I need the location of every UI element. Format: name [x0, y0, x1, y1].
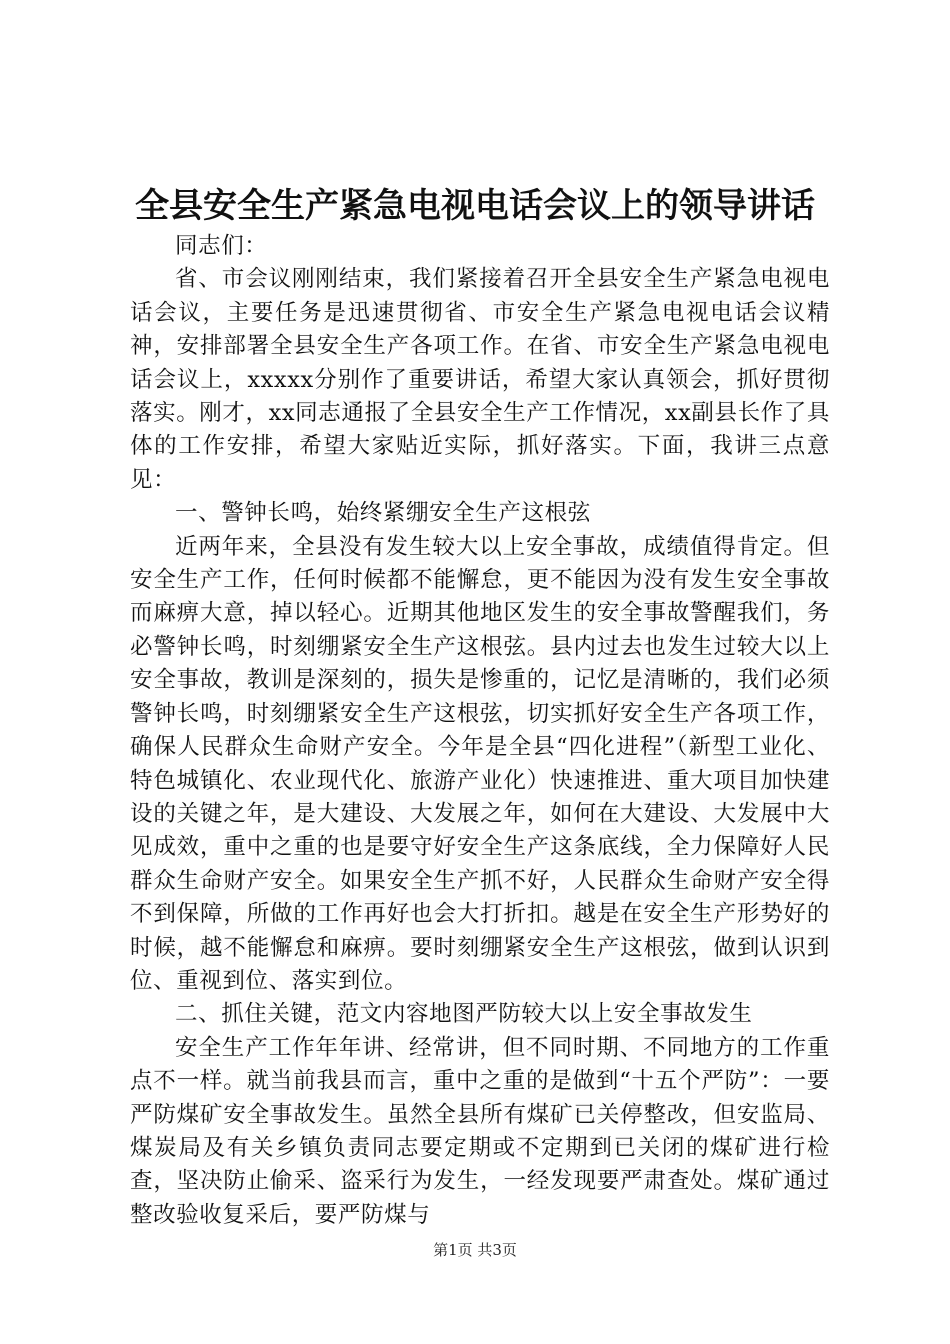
section-heading-1: 一、警钟长鸣，始终紧绷安全生产这根弦 [175, 500, 591, 527]
page-footer: 第1页 共3页 [433, 1241, 517, 1259]
salutation: 同志们： [175, 233, 268, 259]
document-title: 全县安全生产紧急电视电话会议上的领导讲话 [135, 186, 815, 226]
section-heading-2: 二、抓住关键，范文内容地图严防较大以上安全事故发生 [175, 1001, 753, 1028]
section-2-paragraph: 安全生产工作年年讲、经常讲，但不同时期、不同地方的工作重点不一样。就当前我县而言，重中之重的是做到“十五个严防”：一要严防煤矿安全事故发生。虽然全县所有煤矿已关停整改，但安监局、煤炭局及有关乡镇负责同志要定期或不定期到已关闭的煤矿进行检查，坚决防止偷采、盗采行为发生，一经发现要严肃查处。煤矿通过整改验收复采后，要严防煤与 [130, 1034, 830, 1228]
section-1-paragraph: 近两年来，全县没有发生较大以上安全事故，成绩值得肯定。但安全生产工作，任何时候都不能懈怠，更不能因为没有发生安全事故而麻痹大意，掉以轻心。近期其他地区发生的安全事故警醒我们，务必警钟长鸣，时刻绷紧安全生产这根弦。县内过去也发生过较大以上安全事故，教训是深刻的，损失是惨重的，记忆是清晰的，我们必须警钟长鸣，时刻绷紧安全生产这根弦，切实抓好安全生产各项工作，确保人民群众生命财产安全。今年是全县“四化进程”（新型工业化、特色城镇化、农业现代化、旅游产业化）快速推进、重大项目加快建设的关键之年，是大建设、大发展之年，如何在大建设、大发展中大见成效，重中之重的也是要守好安全生产这条底线，全力保障好人民群众生命财产安全。如果安全生产抓不好，人民群众生命财产安全得不到保障，所做的工作再好也会大打折扣。越是在安全生产形势好的时候，越不能懈怠和麻痹。要时刻绷紧安全生产这根弦，做到认识到位、重视到位、落实到位。 [130, 533, 830, 994]
document-body [130, 230, 830, 1232]
intro-paragraph: 省、市会议刚刚结束，我们紧接着召开全县安全生产紧急电视电话会议，主要任务是迅速贯彻省、市安全生产紧急电视电话会议精神，安排部署全县安全生产各项工作。在省、市安全生产紧急电视电话会议上，xxxxx分别作了重要讲话，希望大家认真领会，抓好贯彻落实。刚才，xx同志通报了全县安全生产工作情况，xx副县长作了具体的工作安排，希望大家贴近实际，抓好落实。下面，我讲三点意见： [130, 266, 830, 493]
